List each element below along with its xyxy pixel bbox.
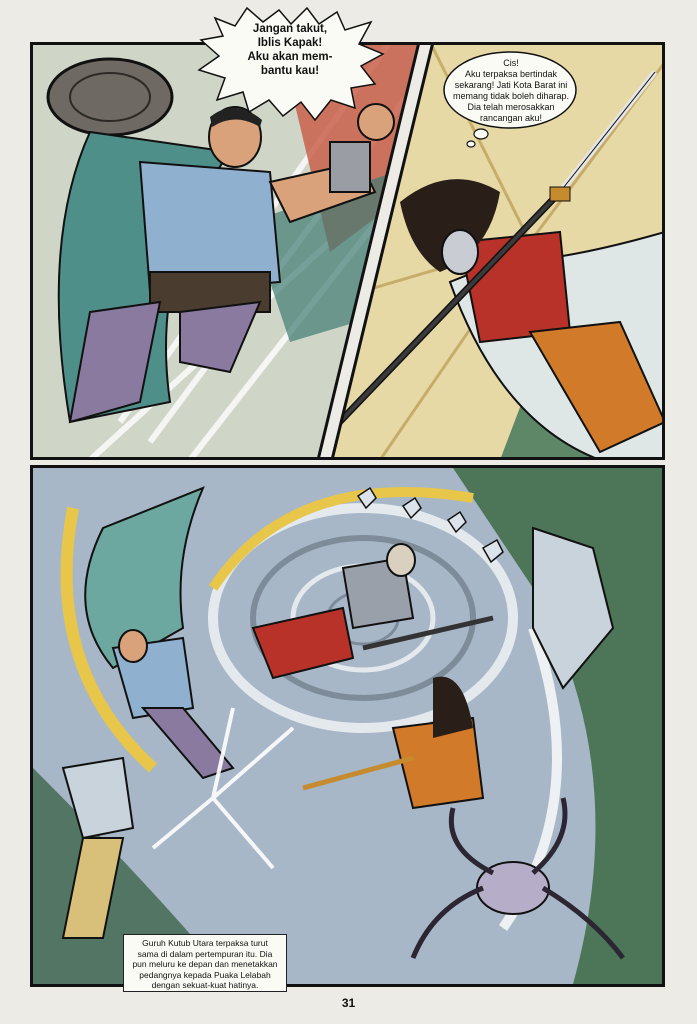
page-number: 31 <box>341 996 356 1010</box>
thought-line: sekarang! Jati Kota Barat ini <box>454 80 568 90</box>
caption-line: pedangnya kepada Puaka Lelabah <box>139 969 271 980</box>
shield-shape <box>48 59 172 135</box>
speech-line: Aku akan mem- <box>247 51 333 63</box>
speech-text <box>220 22 360 78</box>
caption-line: dengan sekuat-kuat hatinya. <box>151 980 259 990</box>
thought-line: Cis! <box>503 58 519 68</box>
caption-line: pun meluru ke depan dan menetakkan <box>132 959 278 969</box>
caption-line: sama di dalam pertempuran itu. Dia <box>137 948 273 959</box>
panel-bottom <box>30 465 665 987</box>
thought-line: Dia telah merosakkan <box>467 102 555 112</box>
speech-line: bantu kau! <box>260 65 320 77</box>
caption-line: Guruh Kutub Utara terpaksa turut <box>142 938 268 948</box>
panel-bottom-art <box>33 468 662 984</box>
speech-line: Jangan takut, <box>252 23 328 35</box>
thought-line: memang tidak boleh diharap. <box>452 91 570 101</box>
thought-text <box>449 58 573 124</box>
thought-line: Aku terpaksa bertindak <box>464 69 558 79</box>
speech-line: Iblis Kapak! <box>257 37 323 49</box>
caption-box <box>123 934 287 992</box>
thought-line: rancangan aku! <box>479 113 543 123</box>
